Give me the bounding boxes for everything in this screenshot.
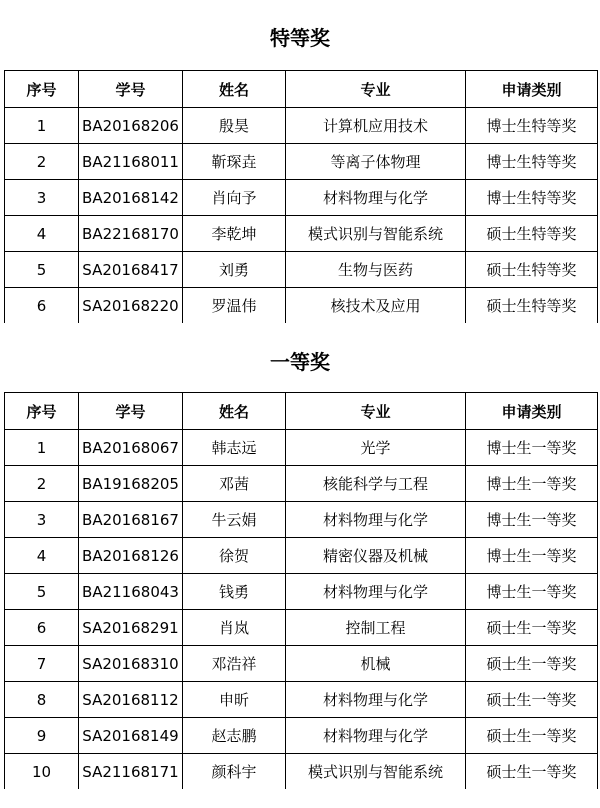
cell-category: 博士生一等奖 — [466, 502, 598, 538]
header-major: 专业 — [286, 393, 466, 430]
cell-major: 模式识别与智能系统 — [286, 754, 466, 790]
cell-student-id: SA20168112 — [79, 682, 183, 718]
table-row — [5, 108, 598, 144]
table-row — [5, 610, 598, 646]
cell-category: 博士生特等奖 — [466, 108, 598, 144]
cell-student-id: SA20168417 — [79, 252, 183, 288]
table-header-row — [5, 71, 598, 108]
cell-major: 计算机应用技术 — [286, 108, 466, 144]
cell-name: 颜科宇 — [183, 754, 286, 790]
cell-category: 硕士生特等奖 — [466, 216, 598, 252]
cell-major: 材料物理与化学 — [286, 502, 466, 538]
table-row — [5, 252, 598, 288]
cell-index: 2 — [5, 144, 79, 180]
cell-category: 硕士生一等奖 — [466, 718, 598, 754]
cell-category: 博士生特等奖 — [466, 144, 598, 180]
cell-name: 靳琛垚 — [183, 144, 286, 180]
table-row — [5, 288, 598, 324]
cell-name: 肖岚 — [183, 610, 286, 646]
cell-category: 博士生一等奖 — [466, 430, 598, 466]
cell-student-id: BA20168206 — [79, 108, 183, 144]
header-category: 申请类别 — [466, 393, 598, 430]
first-award-table — [4, 392, 598, 789]
cell-category: 博士生一等奖 — [466, 574, 598, 610]
cell-index: 3 — [5, 502, 79, 538]
cell-index: 1 — [5, 430, 79, 466]
cell-name: 肖向予 — [183, 180, 286, 216]
cell-student-id: BA21168043 — [79, 574, 183, 610]
cell-student-id: BA21168011 — [79, 144, 183, 180]
cell-name: 韩志远 — [183, 430, 286, 466]
cell-major: 核能科学与工程 — [286, 466, 466, 502]
cell-index: 9 — [5, 718, 79, 754]
table-row — [5, 754, 598, 790]
cell-major: 机械 — [286, 646, 466, 682]
cell-major: 生物与医药 — [286, 252, 466, 288]
header-major: 专业 — [286, 71, 466, 108]
cell-name: 徐贺 — [183, 538, 286, 574]
table-row — [5, 430, 598, 466]
cell-major: 材料物理与化学 — [286, 574, 466, 610]
cell-name: 赵志鹏 — [183, 718, 286, 754]
cell-name: 邓浩祥 — [183, 646, 286, 682]
cell-category: 博士生一等奖 — [466, 538, 598, 574]
header-student-id: 学号 — [79, 71, 183, 108]
special-award-table — [4, 70, 598, 323]
cell-category: 硕士生一等奖 — [466, 646, 598, 682]
cell-index: 10 — [5, 754, 79, 790]
table-row — [5, 502, 598, 538]
cell-index: 8 — [5, 682, 79, 718]
cell-name: 罗温伟 — [183, 288, 286, 324]
cell-name: 牛云娟 — [183, 502, 286, 538]
cell-name: 申昕 — [183, 682, 286, 718]
cell-category: 硕士生特等奖 — [466, 288, 598, 324]
cell-student-id: SA21168171 — [79, 754, 183, 790]
cell-name: 钱勇 — [183, 574, 286, 610]
cell-index: 5 — [5, 252, 79, 288]
table-row — [5, 646, 598, 682]
cell-name: 刘勇 — [183, 252, 286, 288]
header-name: 姓名 — [183, 393, 286, 430]
table-row — [5, 466, 598, 502]
cell-student-id: BA19168205 — [79, 466, 183, 502]
cell-index: 4 — [5, 216, 79, 252]
cell-category: 硕士生一等奖 — [466, 682, 598, 718]
cell-index: 1 — [5, 108, 79, 144]
cell-major: 材料物理与化学 — [286, 180, 466, 216]
cell-category: 硕士生一等奖 — [466, 754, 598, 790]
cell-major: 精密仪器及机械 — [286, 538, 466, 574]
table-row — [5, 682, 598, 718]
header-name: 姓名 — [183, 71, 286, 108]
cell-major: 等离子体物理 — [286, 144, 466, 180]
cell-student-id: BA22168170 — [79, 216, 183, 252]
table-row — [5, 180, 598, 216]
cell-name: 李乾坤 — [183, 216, 286, 252]
cell-major: 控制工程 — [286, 610, 466, 646]
cell-student-id: SA20168291 — [79, 610, 183, 646]
cell-major: 材料物理与化学 — [286, 718, 466, 754]
table-row — [5, 538, 598, 574]
cell-student-id: BA20168126 — [79, 538, 183, 574]
cell-student-id: BA20168142 — [79, 180, 183, 216]
cell-major: 材料物理与化学 — [286, 682, 466, 718]
cell-index: 7 — [5, 646, 79, 682]
header-index: 序号 — [5, 393, 79, 430]
table-row — [5, 216, 598, 252]
table-row — [5, 574, 598, 610]
cell-category: 硕士生特等奖 — [466, 252, 598, 288]
cell-student-id: BA20168167 — [79, 502, 183, 538]
cell-name: 邓茜 — [183, 466, 286, 502]
section-title-first-award: 一等奖 — [270, 350, 330, 374]
header-category: 申请类别 — [466, 71, 598, 108]
cell-index: 6 — [5, 288, 79, 324]
cell-major: 核技术及应用 — [286, 288, 466, 324]
header-student-id: 学号 — [79, 393, 183, 430]
cell-student-id: SA20168310 — [79, 646, 183, 682]
cell-category: 博士生特等奖 — [466, 180, 598, 216]
table-row — [5, 718, 598, 754]
cell-name: 殷昊 — [183, 108, 286, 144]
cell-student-id: SA20168220 — [79, 288, 183, 324]
table-row — [5, 144, 598, 180]
header-index: 序号 — [5, 71, 79, 108]
table-header-row — [5, 393, 598, 430]
cell-index: 5 — [5, 574, 79, 610]
cell-student-id: SA20168149 — [79, 718, 183, 754]
cell-major: 光学 — [286, 430, 466, 466]
cell-category: 硕士生一等奖 — [466, 610, 598, 646]
section-title-special-award: 特等奖 — [270, 26, 330, 50]
cell-index: 2 — [5, 466, 79, 502]
cell-major: 模式识别与智能系统 — [286, 216, 466, 252]
cell-index: 6 — [5, 610, 79, 646]
cell-student-id: BA20168067 — [79, 430, 183, 466]
cell-index: 4 — [5, 538, 79, 574]
cell-index: 3 — [5, 180, 79, 216]
cell-category: 博士生一等奖 — [466, 466, 598, 502]
